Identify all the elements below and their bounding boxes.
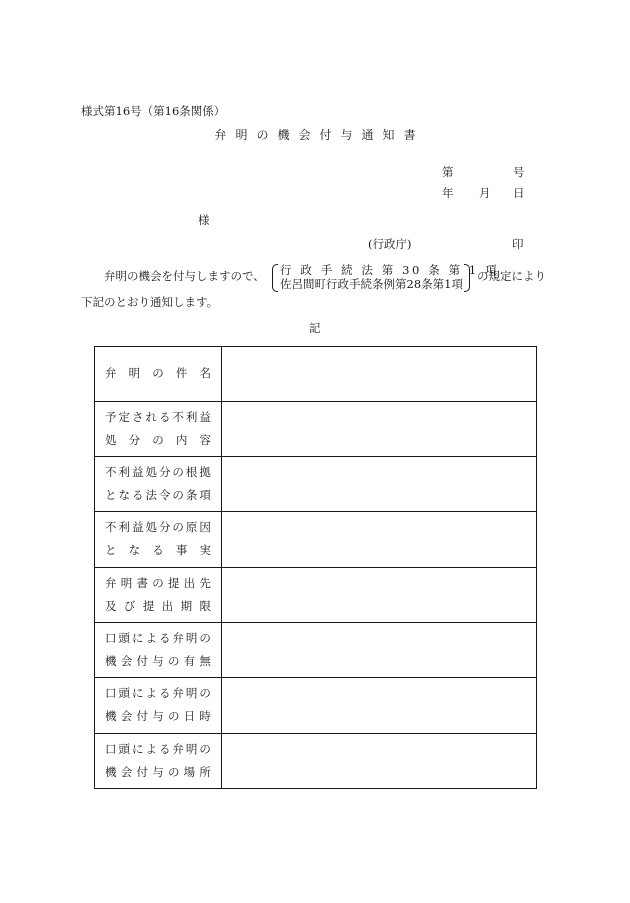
document-title bbox=[0, 129, 630, 141]
table-row bbox=[95, 568, 537, 623]
row-label-line: 口 頭 に よ る 弁 明 の bbox=[105, 630, 211, 645]
row-value-cell[interactable] bbox=[221, 734, 536, 789]
table-row bbox=[95, 347, 537, 402]
row-label-cell bbox=[95, 347, 222, 402]
row-label-cell bbox=[95, 678, 222, 734]
row-label-line: 口 頭 に よ る 弁 明 の bbox=[105, 741, 211, 756]
number-suffix: 号 bbox=[513, 165, 525, 179]
table-row bbox=[95, 623, 537, 678]
issuing-agency: (行政庁) bbox=[368, 237, 412, 251]
addressee-honorific: 様 bbox=[198, 213, 210, 227]
row-label-line: 機 会 付 与 の 場 所 bbox=[105, 764, 211, 779]
seal-mark: 印 bbox=[512, 237, 524, 251]
row-value-cell[interactable] bbox=[221, 457, 536, 512]
row-label-cell bbox=[95, 568, 222, 623]
row-label-line: 処 分 の 内 容 bbox=[105, 432, 211, 447]
row-value-cell[interactable] bbox=[221, 678, 536, 734]
row-label-line: 不 利 益 処 分 の 原 因 bbox=[105, 520, 211, 534]
row-label-cell bbox=[95, 623, 222, 678]
bracket-left bbox=[272, 264, 278, 292]
body-lead-text: 弁明の機会を付与しますので、 bbox=[104, 269, 265, 283]
row-value-cell[interactable] bbox=[221, 402, 536, 457]
table-row bbox=[95, 678, 537, 734]
date-day-label: 日 bbox=[513, 186, 525, 200]
table-row bbox=[95, 457, 537, 512]
row-value-cell[interactable] bbox=[221, 347, 536, 402]
detail-table bbox=[94, 346, 537, 789]
table-row bbox=[95, 512, 537, 568]
bracket-right bbox=[464, 264, 470, 292]
law-option-municipal: 佐呂間町行政手続条例第28条第1項 bbox=[280, 277, 463, 291]
form-number: 様式第16号（第16条関係） bbox=[81, 104, 226, 118]
row-value-cell[interactable] bbox=[221, 623, 536, 678]
row-label-line: 口 頭 に よ る 弁 明 の bbox=[105, 686, 211, 700]
document-title-text: 弁 明 の 機 会 付 与 通 知 書 bbox=[214, 128, 416, 142]
table-row bbox=[95, 734, 537, 789]
date-month-label: 月 bbox=[479, 186, 491, 200]
row-label-cell bbox=[95, 457, 222, 512]
number-prefix: 第 bbox=[442, 165, 454, 179]
body-tail-text: の規定により bbox=[477, 269, 546, 283]
row-label-line: 及 び 提 出 期 限 bbox=[105, 598, 211, 613]
row-label-line: 機 会 付 与 の 日 時 bbox=[105, 709, 211, 723]
row-label-line: 弁 明 の 件 名 bbox=[105, 366, 211, 380]
row-label-line: 不 利 益 処 分 の 根 拠 bbox=[105, 464, 211, 479]
table-row bbox=[95, 402, 537, 457]
row-value-cell[interactable] bbox=[221, 512, 536, 568]
row-label-line: 予 定 さ れ る 不 利 益 bbox=[105, 409, 211, 424]
row-label-cell bbox=[95, 734, 222, 789]
row-label-cell bbox=[95, 512, 222, 568]
row-label-cell bbox=[95, 402, 222, 457]
date-year-label: 年 bbox=[442, 186, 454, 200]
law-option-national: 行 政 手 続 法 第 30 条 第 1 項 bbox=[280, 263, 500, 277]
law-options-bracket bbox=[272, 263, 500, 293]
row-label-line: と な る 事 実 bbox=[105, 543, 211, 557]
ki-heading: 記 bbox=[309, 321, 321, 335]
row-label-line: 弁 明 書 の 提 出 先 bbox=[105, 575, 211, 590]
row-label-line: 機 会 付 与 の 有 無 bbox=[105, 653, 211, 668]
row-value-cell[interactable] bbox=[221, 568, 536, 623]
row-label-line: と な る 法 令 の 条 項 bbox=[105, 487, 211, 502]
body-second-line: 下記のとおり通知します。 bbox=[81, 295, 219, 309]
